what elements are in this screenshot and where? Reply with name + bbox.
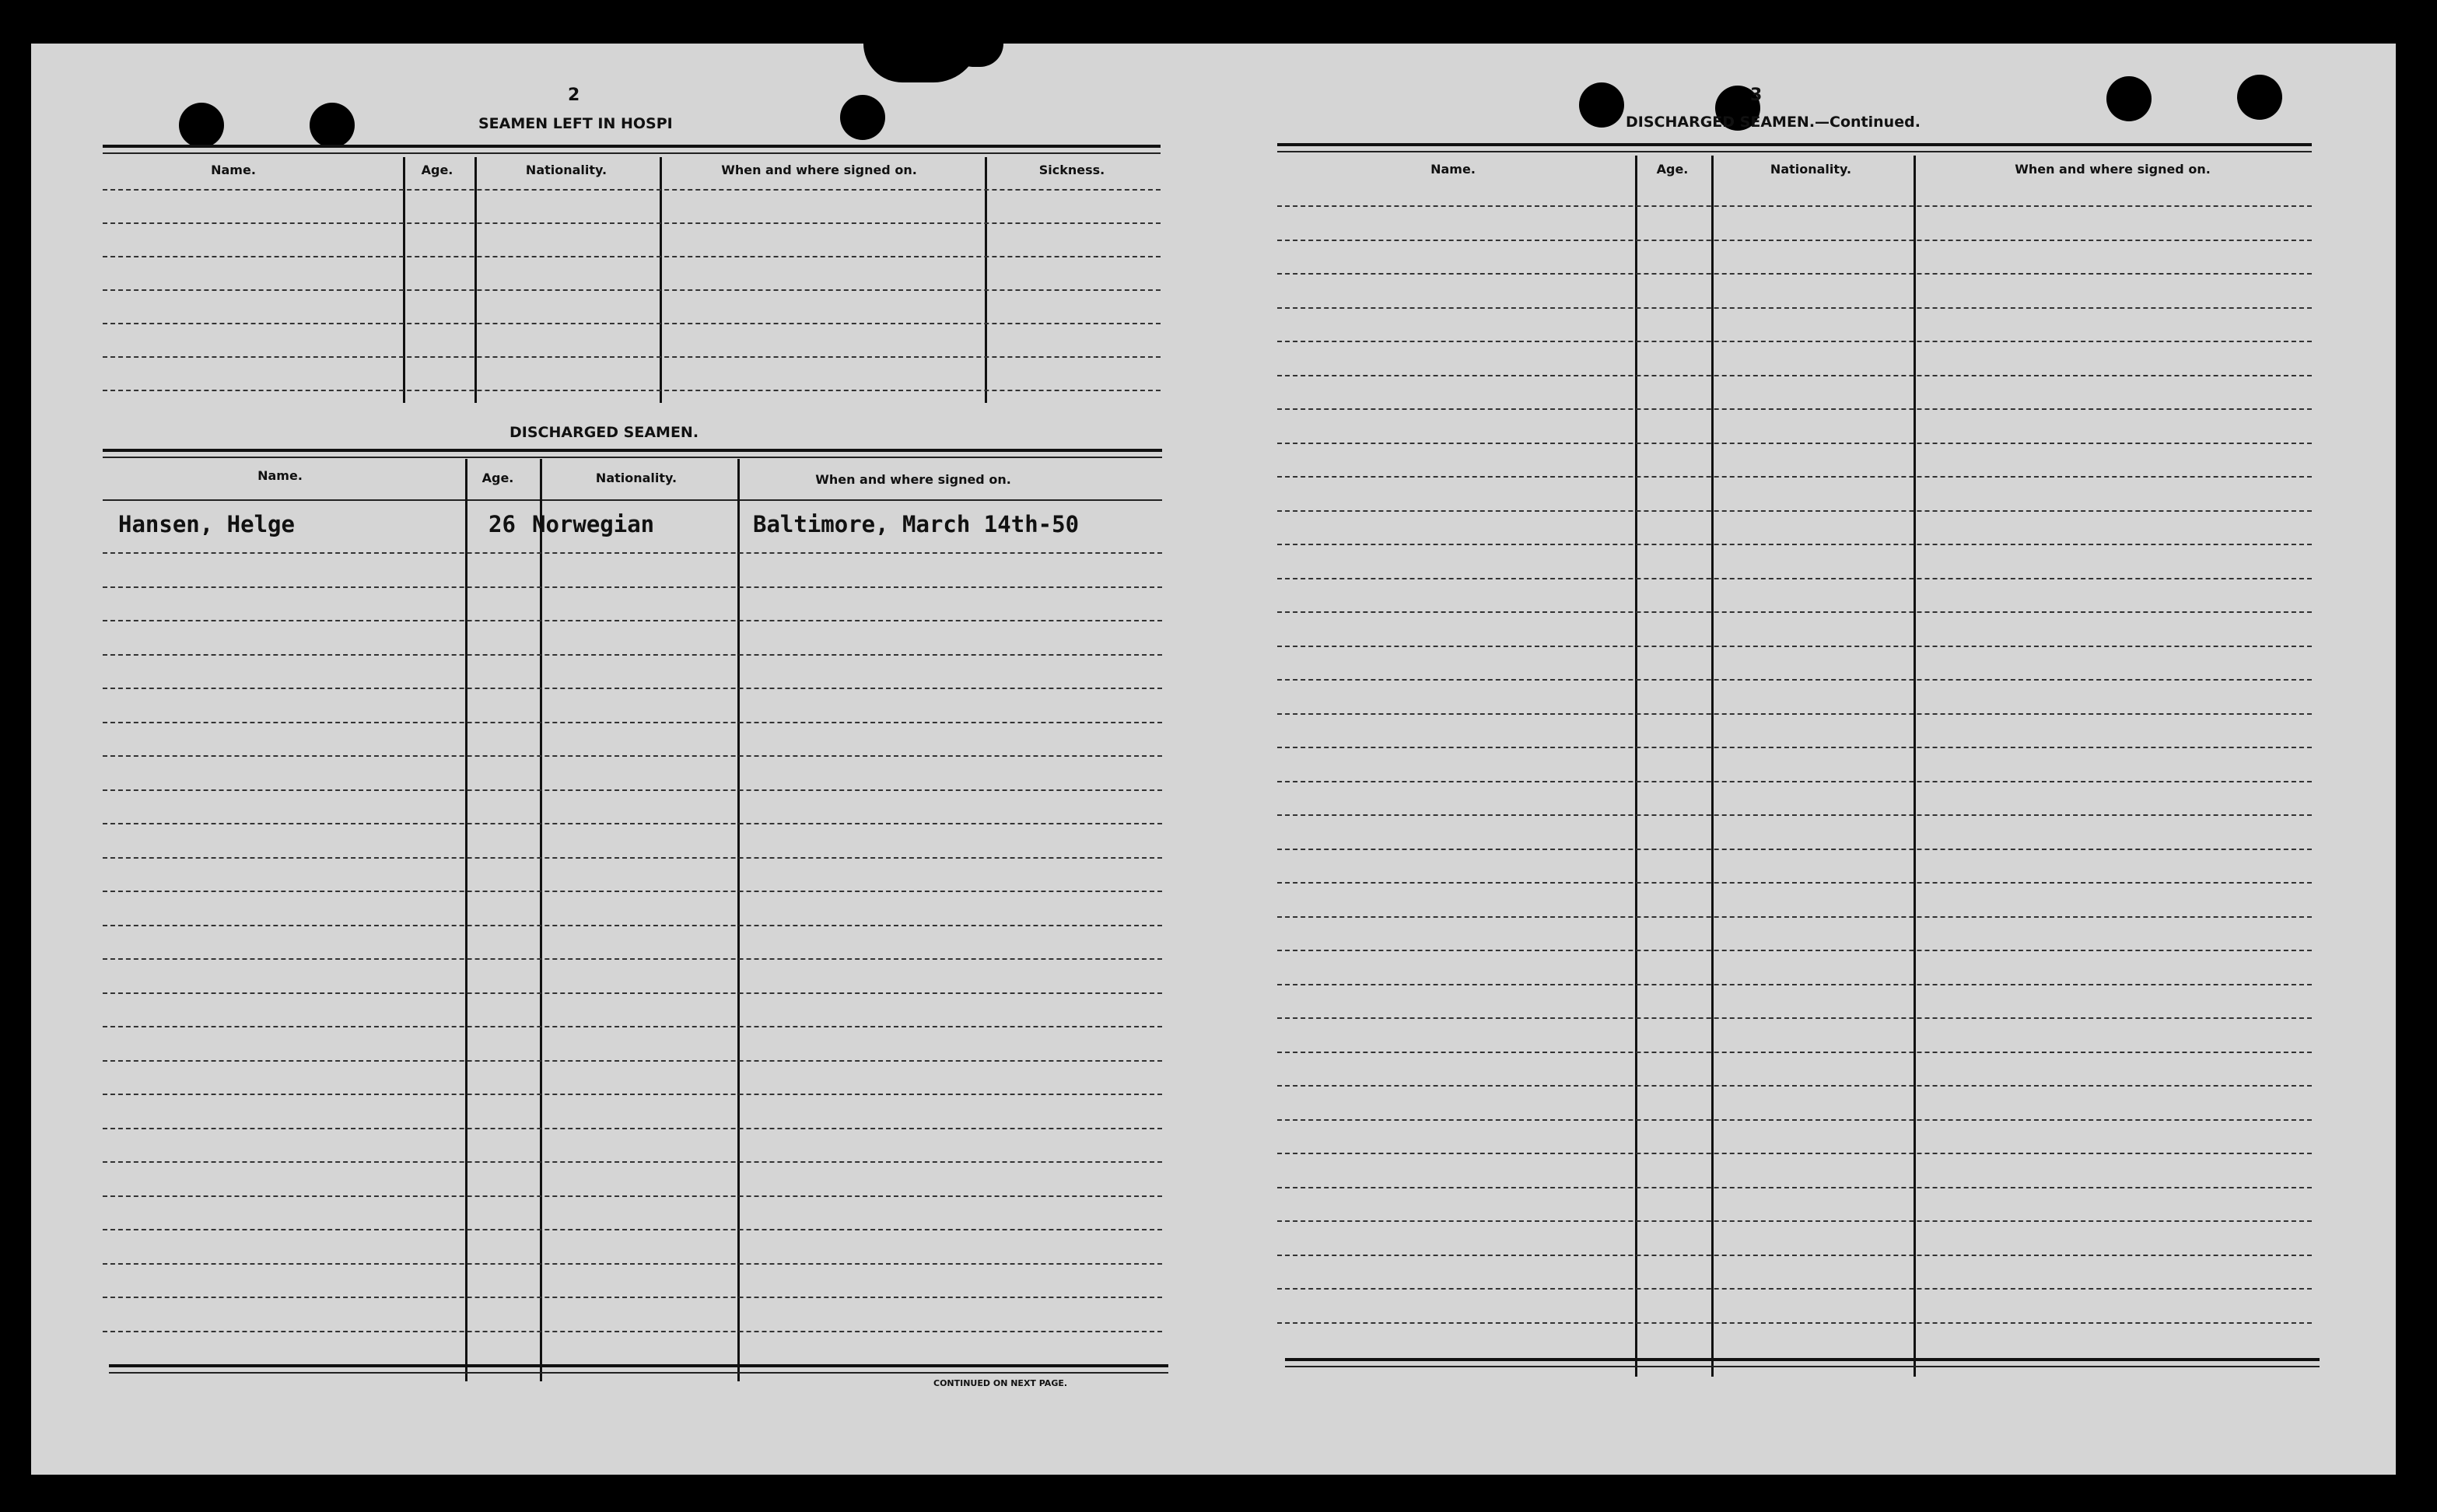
col-header-name: Name. (211, 163, 256, 177)
form-line (1277, 375, 2312, 376)
form-line (1277, 341, 2312, 342)
rule (103, 145, 1161, 148)
form-line (103, 857, 1162, 859)
form-line (103, 1161, 1162, 1163)
form-line (1277, 916, 2312, 918)
col-header-name: Name. (1430, 162, 1476, 177)
form-line (103, 654, 1162, 656)
form-line (103, 823, 1162, 824)
form-line (103, 289, 1161, 291)
form-line (1277, 1017, 2312, 1019)
entry-name: Hansen, Helge (118, 511, 295, 537)
col-header-signed-on: When and where signed on. (2015, 162, 2211, 177)
form-line (103, 688, 1162, 689)
col-header-nationality: Nationality. (525, 163, 607, 177)
page-number: 2 (568, 86, 580, 105)
form-line (1277, 510, 2312, 512)
form-line (103, 958, 1162, 960)
form-line (103, 755, 1162, 757)
form-line (103, 1195, 1162, 1197)
form-line (103, 1060, 1162, 1062)
col-header-age: Age. (1656, 162, 1689, 177)
form-line (103, 256, 1161, 257)
section-title-discharged: DISCHARGED SEAMEN. (509, 424, 699, 441)
col-header-signed-on: When and where signed on. (815, 472, 1011, 487)
right-page (1229, 44, 2396, 1475)
column-divider (474, 157, 477, 403)
rule (103, 152, 1161, 154)
form-line (1277, 1153, 2312, 1154)
form-line (1277, 679, 2312, 681)
column-divider (660, 157, 662, 403)
form-line (1277, 747, 2312, 748)
form-line (1277, 1288, 2312, 1290)
form-line (1277, 781, 2312, 782)
section-title-discharged-continued: DISCHARGED SEAMEN.—Continued. (1626, 114, 1921, 131)
form-line (1277, 882, 2312, 884)
form-line (1277, 1085, 2312, 1087)
form-line (1277, 1220, 2312, 1222)
form-line (103, 323, 1161, 324)
column-divider (540, 459, 542, 1381)
continued-note: CONTINUED ON NEXT PAGE. (933, 1378, 1068, 1388)
col-header-nationality: Nationality. (1770, 162, 1852, 177)
form-line (103, 1229, 1162, 1230)
page-number: 3 (1750, 86, 1763, 105)
form-line (1277, 713, 2312, 715)
form-line (103, 552, 1162, 554)
form-line (103, 1331, 1162, 1332)
form-line (103, 620, 1162, 621)
column-divider (1914, 156, 1916, 1377)
form-line (1277, 814, 2312, 816)
form-line (1277, 307, 2312, 309)
form-line (103, 891, 1162, 892)
rule (1277, 151, 2312, 152)
col-header-sickness: Sickness. (1038, 163, 1105, 177)
rule (1285, 1358, 2320, 1361)
form-line (103, 925, 1162, 926)
col-header-nationality: Nationality. (595, 471, 678, 485)
form-line (1277, 240, 2312, 241)
column-divider (1711, 156, 1714, 1377)
form-line (103, 789, 1162, 791)
form-line (103, 1094, 1162, 1095)
form-line (1277, 205, 2312, 207)
col-header-age: Age. (421, 163, 453, 177)
form-line (1277, 476, 2312, 478)
col-header-age: Age. (481, 471, 514, 485)
form-line (1277, 1187, 2312, 1188)
column-divider (1635, 156, 1637, 1377)
form-line (1277, 1119, 2312, 1121)
form-line (103, 586, 1162, 588)
form-line (1277, 984, 2312, 985)
section-title-hospital: SEAMEN LEFT IN HOSPI (478, 115, 673, 132)
form-line (1277, 611, 2312, 613)
document-sheet (31, 44, 2396, 1475)
entry-signed-on: Baltimore, March 14th-50 (753, 511, 1080, 537)
form-line (103, 390, 1161, 391)
form-line (1277, 273, 2312, 275)
column-divider (403, 157, 405, 403)
form-line (103, 356, 1161, 358)
form-line (103, 222, 1161, 224)
entry-nationality: Norwegian (532, 511, 655, 537)
rule (109, 1372, 1168, 1374)
form-line (103, 189, 1161, 191)
column-divider (465, 459, 467, 1381)
form-line (1277, 544, 2312, 545)
col-header-signed-on: When and where signed on. (721, 163, 917, 177)
form-line (1277, 408, 2312, 410)
col-header-name: Name. (257, 468, 303, 483)
rule (1285, 1366, 2320, 1367)
form-line (1277, 1322, 2312, 1324)
form-line (1277, 1255, 2312, 1256)
rule (1277, 143, 2312, 146)
rule (103, 457, 1162, 458)
rule (103, 449, 1162, 452)
form-line (103, 1263, 1162, 1265)
form-line (1277, 443, 2312, 444)
form-line (103, 992, 1162, 994)
form-line (1277, 578, 2312, 579)
rule (109, 1364, 1168, 1367)
header-underline (103, 499, 1162, 501)
form-line (1277, 950, 2312, 951)
form-line (1277, 1052, 2312, 1053)
form-line (103, 1128, 1162, 1129)
column-divider (985, 157, 987, 403)
form-line (103, 1026, 1162, 1027)
form-line (1277, 646, 2312, 647)
form-line (103, 722, 1162, 723)
form-line (1277, 849, 2312, 850)
column-divider (737, 459, 740, 1381)
left-page (31, 44, 1198, 1475)
entry-age: 26 (488, 511, 516, 537)
form-line (103, 1297, 1162, 1298)
